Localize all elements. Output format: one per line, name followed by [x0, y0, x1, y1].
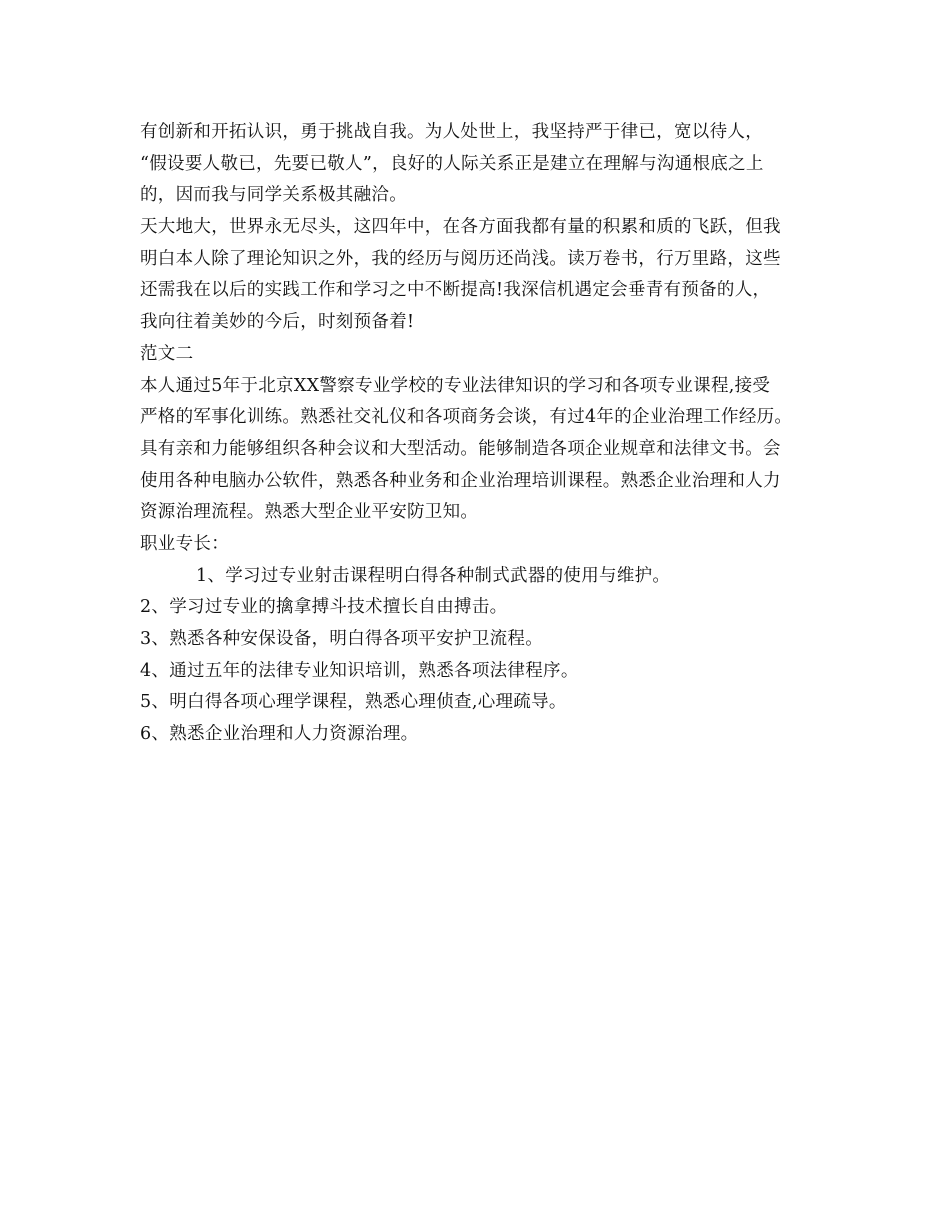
paragraph-1-line-3: 的，因而我与同学关系极其融洽。 [140, 185, 407, 206]
paragraph-3-line-5: 资源治理流程。熟悉大型企业平安防卫知。 [140, 502, 479, 523]
paragraph-3-line-1: 本人通过5年于北京XX警察专业学校的专业法律知识的学习和各项专业课程,接受 [140, 375, 771, 396]
paragraph-2-line-2: 明白本人除了理论知识之外，我的经历与阅历还尚浅。读万卷书，行万里路，这些 [140, 248, 781, 269]
specialty-item-5: 5、明白得各项心理学课程，熟悉心理侦查,心理疏导。 [140, 692, 567, 713]
document-body [140, 117, 830, 751]
paragraph-1-line-2: “假设要人敬已，先要已敬人”，良好的人际关系正是建立在理解与沟通根底之上 [140, 153, 764, 174]
paragraph-2-line-3: 还需我在以后的实践工作和学习之中不断提高!我深信机遇定会垂青有预备的人， [140, 280, 771, 301]
specialty-item-2: 2、学习过专业的擒拿搏斗技术擅长自由搏击。 [140, 597, 508, 618]
specialty-item-6: 6、熟悉企业治理和人力资源治理。 [140, 724, 419, 745]
specialty-item-4: 4、通过五年的法律专业知识培训，熟悉各项法律程序。 [140, 660, 579, 681]
paragraph-2-line-1: 天大地大，世界永无尽头，这四年中，在各方面我都有量的积累和质的飞跃，但我 [140, 217, 781, 238]
paragraph-3-line-2: 严格的军事化训练。熟悉社交礼仪和各项商务会谈，有过4年的企业治理工作经历。 [140, 407, 793, 428]
specialty-item-1: 1、学习过专业射击课程明白得各种制式武器的使用与维护。 [196, 565, 671, 586]
section-title: 范文二 [140, 343, 194, 364]
paragraph-3-line-3: 具有亲和力能够组织各种会议和大型活动。能够制造各项企业规章和法律文书。会 [140, 438, 781, 459]
paragraph-2-line-4: 我向往着美妙的今后，时刻预备着! [140, 312, 415, 333]
paragraph-1-line-1: 有创新和开拓认识，勇于挑战自我。为人处世上，我坚持严于律已，宽以待人， [140, 122, 763, 142]
paragraph-3-line-4: 使用各种电脑办公软件，熟悉各种业务和企业治理培训课程。熟悉企业治理和人力 [140, 470, 781, 491]
specialty-item-3: 3、熟悉各种安保设备，明白得各项平安护卫流程。 [140, 629, 544, 649]
specialty-heading: 职业专长： [140, 533, 229, 554]
